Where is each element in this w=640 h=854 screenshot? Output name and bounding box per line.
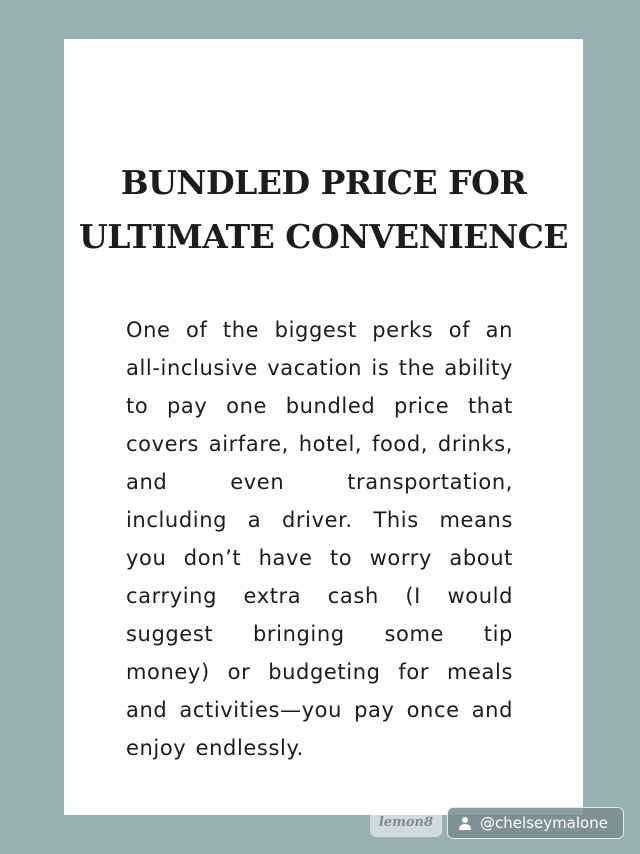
card-title-line-2: ULTIMATE CONVENIENCE — [78, 217, 569, 256]
author-handle-badge[interactable] — [447, 807, 624, 839]
lemon8-logo: lemon8 — [370, 809, 442, 837]
watermark — [370, 807, 624, 839]
author-handle: @chelseymalone — [480, 814, 608, 832]
card-title — [64, 156, 583, 264]
card-body-text: One of the biggest perks of an all-inclusive vacation is the ability to pay one bundled price that covers airfare, hotel, food, drinks, and even transportation, including a driver. This means you don’t have to worry about carrying extra cash (I would suggest bringing some tip money) or budgeting for meals and activities—you pay once and enjoy endlessly. — [126, 318, 513, 760]
user-icon — [458, 816, 472, 830]
content-card — [64, 39, 583, 815]
card-title-line-1: BUNDLED PRICE FOR — [120, 163, 527, 202]
